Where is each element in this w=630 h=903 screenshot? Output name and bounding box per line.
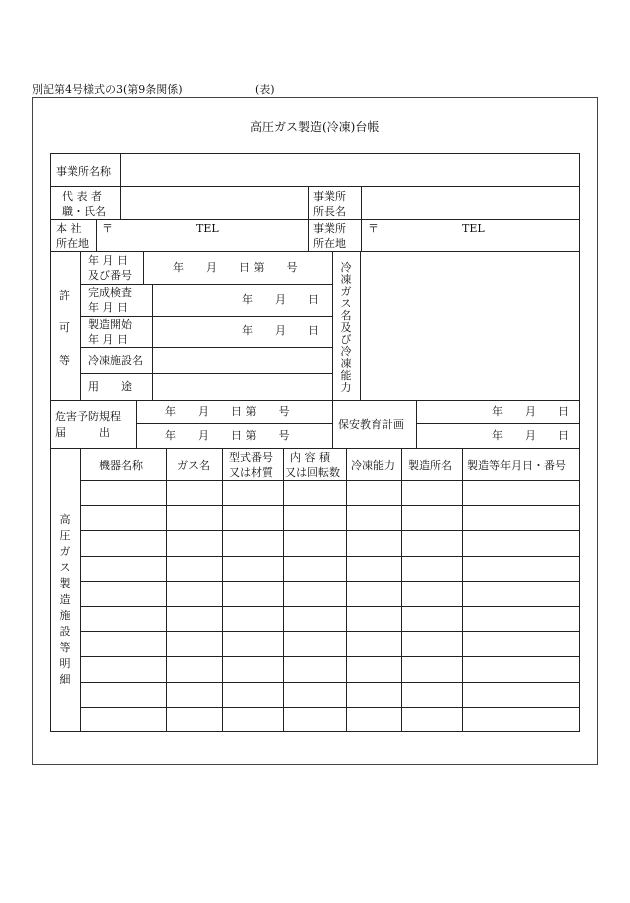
col-date-number: 製造等年月日・番号 <box>467 459 566 472</box>
office-addr-label-1: 事業所 <box>313 222 346 235</box>
inspection-label-1: 完成検査 <box>88 286 132 299</box>
safety-edu-row-1[interactable]: 年 月 日 <box>492 405 569 418</box>
col-gas-name: ガス名 <box>177 459 210 472</box>
safety-edu-row-2[interactable]: 年 月 日 <box>492 429 569 442</box>
start-label-2: 年 月 日 <box>88 333 128 346</box>
col-capacity: 冷凍能力 <box>351 459 395 472</box>
hazard-label-1: 危害予防規程 <box>55 410 121 423</box>
hazard-row-1[interactable]: 年 月 日 第 号 <box>165 405 290 418</box>
hq-label-1: 本 社 <box>56 222 82 235</box>
office-tel-label: TEL <box>462 222 485 235</box>
office-address-field[interactable] <box>362 220 579 251</box>
inspection-value[interactable]: 年 月 日 <box>242 293 319 306</box>
col-volume-1: 内 容 積 <box>290 451 330 464</box>
document-title: 高圧ガス製造(冷凍)台帳 <box>250 120 380 134</box>
permit-date-value[interactable]: 年 月 日 第 号 <box>173 261 298 274</box>
use-label: 用 途 <box>88 380 132 393</box>
hq-address-field[interactable] <box>97 220 308 251</box>
equipment-table-body[interactable] <box>81 481 579 731</box>
start-value[interactable]: 年 月 日 <box>242 324 319 337</box>
permit-date-label-1: 年 月 日 <box>88 254 128 267</box>
col-volume-2: 又は回転数 <box>285 466 340 479</box>
office-postal-mark: 〒 <box>368 222 379 235</box>
col-maker: 製造所名 <box>408 459 452 472</box>
permit-char-2: 可 <box>59 321 70 334</box>
col-model-1: 型式番号 <box>229 451 273 464</box>
facility-name-label: 冷凍施設名 <box>88 354 143 367</box>
use-field[interactable] <box>153 374 332 400</box>
hazard-row-2[interactable]: 年 月 日 第 号 <box>165 429 290 442</box>
hq-postal-mark: 〒 <box>102 222 113 235</box>
representative-field[interactable] <box>121 187 308 219</box>
permit-char-3: 等 <box>59 354 70 367</box>
refrig-gas-field[interactable] <box>361 252 579 400</box>
start-label-1: 製造開始 <box>88 318 132 331</box>
hazard-label-2: 届 出 <box>55 426 110 439</box>
representative-label-1: 代 表 者 <box>62 190 102 203</box>
chief-label-2: 所長名 <box>313 205 346 218</box>
permit-char-1: 許 <box>59 289 70 302</box>
facility-name-field[interactable] <box>153 348 332 373</box>
form-id: 別記第4号様式の3(第9条関係) <box>32 83 183 96</box>
representative-label-2: 職・氏名 <box>62 205 106 218</box>
hq-label-2: 所在地 <box>56 237 89 250</box>
office-name-label: 事業所名称 <box>56 165 111 178</box>
permit-date-label-2: 及び番号 <box>88 269 132 282</box>
safety-edu-label: 保安教育計画 <box>338 418 404 431</box>
office-name-field[interactable] <box>121 154 579 186</box>
col-equipment-name: 機器名称 <box>99 459 143 472</box>
chief-field[interactable] <box>362 187 579 219</box>
form-side: (表) <box>255 83 275 96</box>
chief-label-1: 事業所 <box>313 190 346 203</box>
hq-tel-label: TEL <box>196 222 219 235</box>
office-addr-label-2: 所在地 <box>313 237 346 250</box>
inspection-label-2: 年 月 日 <box>88 301 128 314</box>
col-model-2: 又は材質 <box>229 466 273 479</box>
